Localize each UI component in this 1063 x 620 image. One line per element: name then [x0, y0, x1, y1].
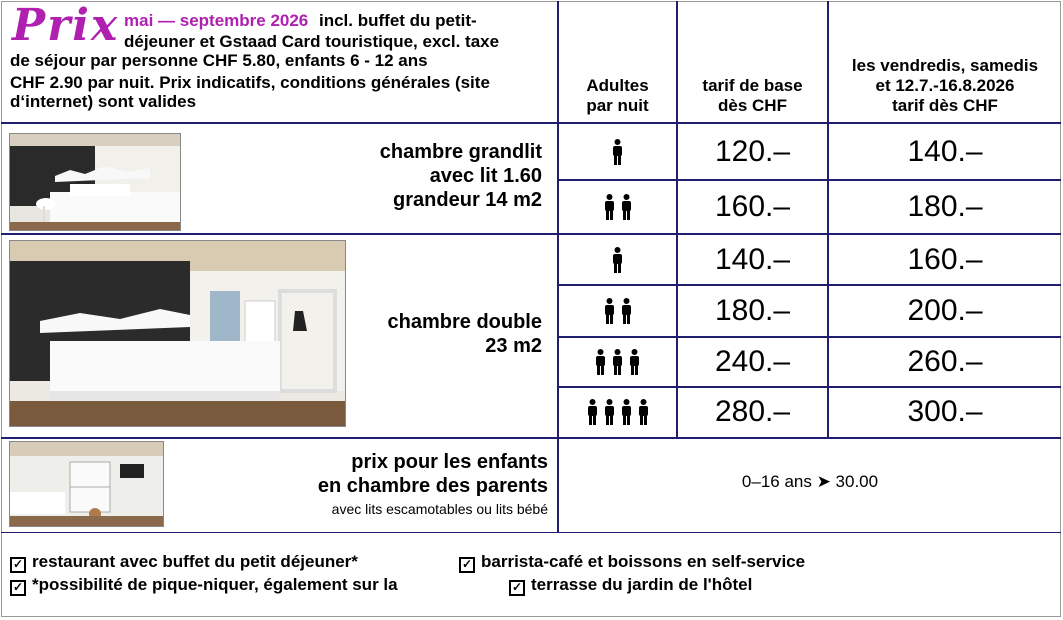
- person-icon: [595, 349, 606, 380]
- person-icon: [604, 399, 615, 430]
- divider-row: [558, 336, 1061, 338]
- header-line5: d‘internet) sont valides: [10, 92, 197, 111]
- person-icon: [629, 349, 640, 380]
- col-adults-line2: par nuit: [586, 96, 649, 115]
- room-grandlit-line2: avec lit 1.60: [429, 165, 542, 187]
- persons-cell: [559, 194, 676, 225]
- header-line3: de séjour par personne CHF 5.80, enfants 6 - 12 ans: [10, 51, 428, 70]
- weekend-price-cell: 260.–: [907, 345, 983, 378]
- feature-picnic: [10, 574, 398, 596]
- persons-cell: [559, 399, 676, 430]
- divider-row: [558, 386, 1061, 388]
- feature-terrace: [509, 574, 752, 596]
- person-icon: [612, 139, 623, 170]
- base-price-cell: 140.–: [714, 243, 791, 276]
- persons-cell: [559, 139, 676, 170]
- weekend-price-cell: 160.–: [907, 243, 983, 276]
- room-grandlit-photo: [9, 133, 181, 231]
- person-icon: [612, 247, 623, 278]
- header-line4: CHF 2.90 par nuit. Prix indicatifs, conditions générales (site: [10, 73, 490, 92]
- feature-barista: [459, 551, 805, 573]
- season-label: mai — septembre 2026: [124, 11, 309, 30]
- person-icon: [604, 194, 615, 225]
- person-icon: [587, 399, 598, 430]
- person-icon: [612, 349, 623, 380]
- base-price-cell: 180.–: [714, 294, 791, 327]
- checkbox-icon: ✓: [10, 580, 26, 596]
- room-double-title: [190, 310, 542, 358]
- header-line2: déjeuner et Gstaad Card touristique, excl. taxe: [124, 32, 500, 51]
- col-weekend-line1: les vendredis, samedis: [851, 56, 1039, 75]
- person-icon: [621, 194, 632, 225]
- weekend-price-cell: 200.–: [907, 294, 983, 327]
- children-price: 0–16 ans ➤ 30.00: [741, 472, 879, 491]
- col-base-line1: tarif de base: [702, 76, 803, 95]
- persons-cell: [559, 349, 676, 380]
- person-icon: [621, 399, 632, 430]
- col-weekend-line3: tarif dès CHF: [892, 96, 998, 115]
- room-double-line1: chambre double: [387, 311, 542, 333]
- divider-children: [1, 532, 1061, 533]
- person-icon: [621, 298, 632, 329]
- base-price-cell: 280.–: [714, 395, 791, 428]
- prix-title: Prix: [12, 0, 120, 51]
- col-weekend-line2: et 12.7.-16.8.2026: [875, 76, 1015, 95]
- divider-row: [558, 284, 1061, 286]
- feature-restaurant: [10, 551, 358, 573]
- col-adults-line1: Adultes: [586, 76, 649, 95]
- checkbox-icon: ✓: [509, 580, 525, 596]
- col-adults-header: [559, 76, 676, 116]
- room-grandlit-title: [190, 140, 542, 212]
- room-double-line2: 23 m2: [485, 335, 542, 357]
- room-grandlit-line3: grandeur 14 m2: [393, 189, 542, 211]
- children-title-line2: en chambre des parents: [317, 475, 548, 497]
- weekend-price-cell: 300.–: [907, 395, 983, 428]
- person-icon: [638, 399, 649, 430]
- divider-header: [1, 122, 1061, 124]
- children-subtitle: avec lits escamotables ou lits bébé: [331, 501, 548, 517]
- checkbox-icon: ✓: [459, 557, 475, 573]
- header-line1-rest: incl. buffet du petit-: [319, 11, 477, 30]
- weekend-price-cell: 180.–: [907, 190, 983, 223]
- col-base-header: [678, 76, 827, 116]
- feature-picnic-label: *possibilité de pique-niquer, également sur la: [32, 575, 398, 594]
- feature-terrace-label: terrasse du jardin de l'hôtel: [531, 575, 753, 594]
- header-line1: [124, 11, 554, 30]
- persons-cell: [559, 298, 676, 329]
- base-price-cell: 120.–: [714, 135, 791, 168]
- divider-room1: [1, 233, 1061, 235]
- person-icon: [604, 298, 615, 329]
- children-title-line1: prix pour les enfants: [351, 451, 548, 473]
- children-room-photo: [9, 441, 164, 527]
- col-weekend-header: [829, 56, 1061, 116]
- divider-row: [558, 179, 1061, 181]
- base-price-cell: 240.–: [714, 345, 791, 378]
- children-title: [190, 450, 548, 498]
- base-price-cell: 160.–: [714, 190, 791, 223]
- weekend-price-cell: 140.–: [907, 135, 983, 168]
- divider-room2: [1, 437, 1061, 439]
- room-grandlit-line1: chambre grandlit: [379, 141, 542, 163]
- checkbox-icon: ✓: [10, 557, 26, 573]
- persons-cell: [559, 247, 676, 278]
- feature-barista-label: barrista-café et boissons en self-service: [481, 552, 806, 571]
- feature-restaurant-label: restaurant avec buffet du petit déjeuner*: [32, 552, 358, 571]
- col-base-line2: dès CHF: [718, 96, 787, 115]
